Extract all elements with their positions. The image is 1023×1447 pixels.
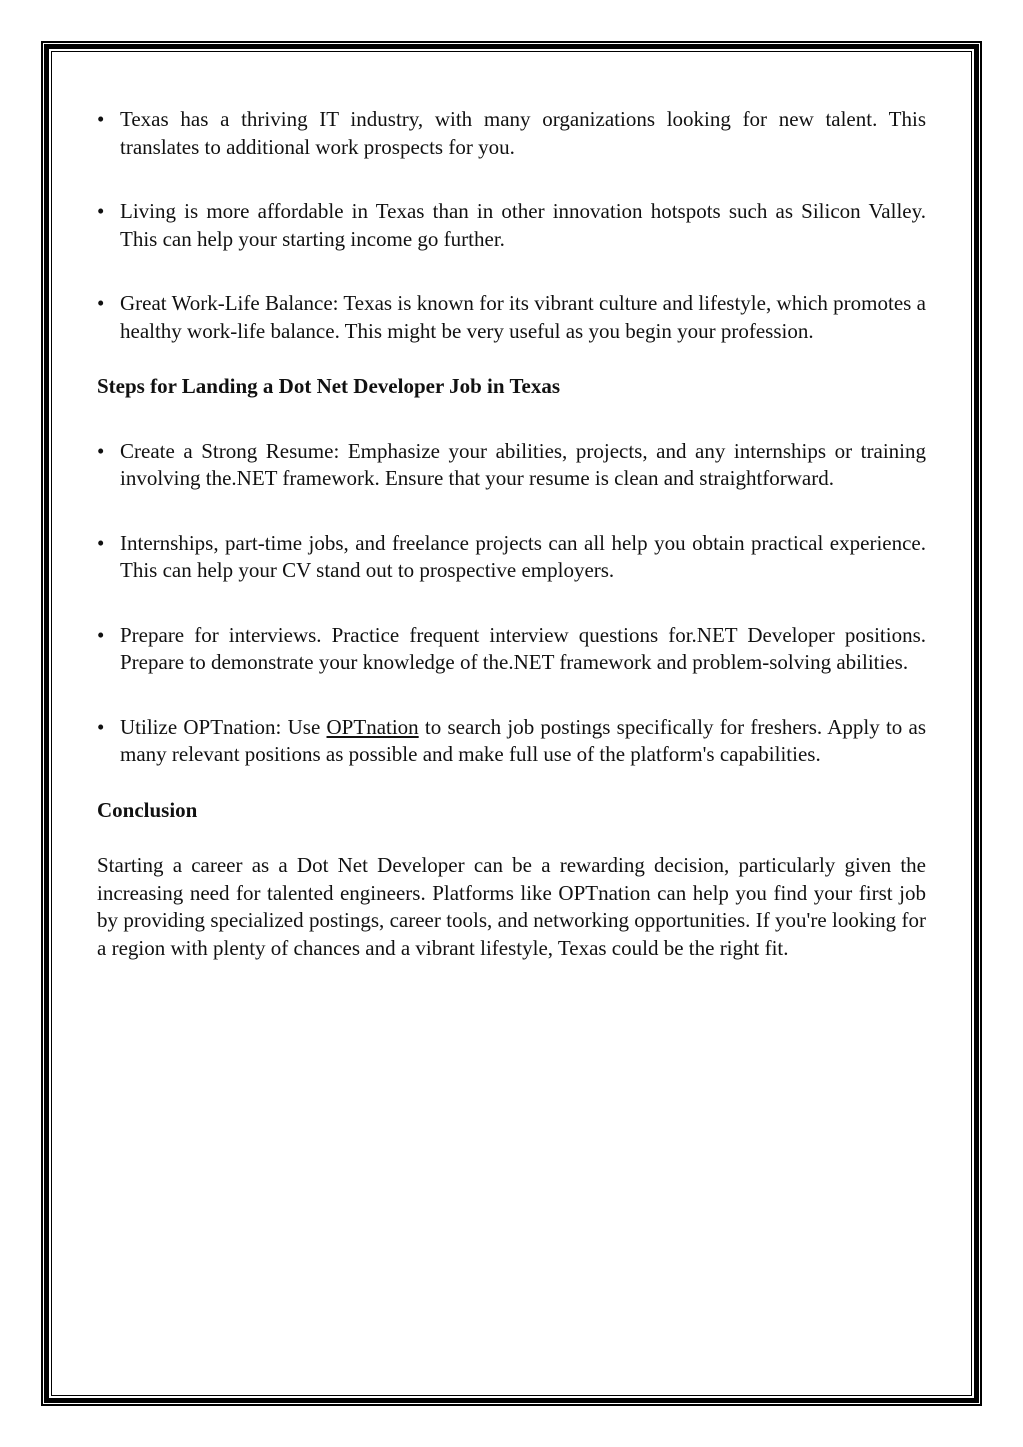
bullet-icon: • xyxy=(97,714,105,739)
list-item xyxy=(97,198,926,253)
conclusion-paragraph: Starting a career as a Dot Net Developer can be a rewarding decision, particularly given the increasing need for talented engineers. Platforms like OPTnation can help you find your first job by providing specialized postings, career tools, and networking opportunities. If you're looking for a region with plenty of chances and a vibrant lifestyle, Texas could be the right fit. xyxy=(97,853,926,960)
section-heading-conclusion: Conclusion xyxy=(97,797,198,822)
list-item xyxy=(97,622,926,677)
list-item xyxy=(97,290,926,345)
bullet-icon: • xyxy=(97,530,105,555)
list-item-text: Internships, part-time jobs, and freelance projects can all help you obtain practical experience. This can help your CV stand out to prospective employers. xyxy=(120,530,926,582)
list-item-text: Living is more affordable in Texas than in other innovation hotspots such as Silicon Valley. This can help your starting income go further. xyxy=(120,199,926,251)
bullet-icon: • xyxy=(97,438,105,463)
bullet-icon: • xyxy=(97,107,105,131)
list-item-text-before: Utilize OPTnation: Use xyxy=(120,714,327,739)
list-item-text: Great Work-Life Balance: Texas is known for its vibrant culture and lifestyle, which promotes a healthy work-life balance. This might be very useful as you begin your profession. xyxy=(120,291,926,343)
optnation-link[interactable]: OPTnation xyxy=(326,714,419,739)
list-item-text: Prepare for interviews. Practice frequent interview questions for.NET Developer positions. Prepare to demonstrate your knowledge of the.NET framework and problem-solving abilities. xyxy=(120,622,926,674)
bullet-icon: • xyxy=(97,291,105,315)
list-item-optnation xyxy=(97,714,926,769)
list-item-text: Create a Strong Resume: Emphasize your abilities, projects, and any internships or training involving the.NET framework. Ensure that your resume is clean and straightforward. xyxy=(120,438,926,490)
bullet-icon: • xyxy=(97,622,105,647)
bullet-icon: • xyxy=(97,199,105,223)
list-item xyxy=(97,438,926,493)
list-item xyxy=(97,530,926,585)
document-body xyxy=(97,106,926,962)
list-item xyxy=(97,106,926,161)
list-item-text-after: to search job postings specifically for freshers. Apply to as many relevant positions as possible and make full use of the platform's capabilities. xyxy=(120,714,926,766)
list-item-text: Texas has a thriving IT industry, with many organizations looking for new talent. This translates to additional work prospects for you. xyxy=(120,107,926,159)
section-heading-steps: Steps for Landing a Dot Net Developer Job in Texas xyxy=(97,374,561,398)
